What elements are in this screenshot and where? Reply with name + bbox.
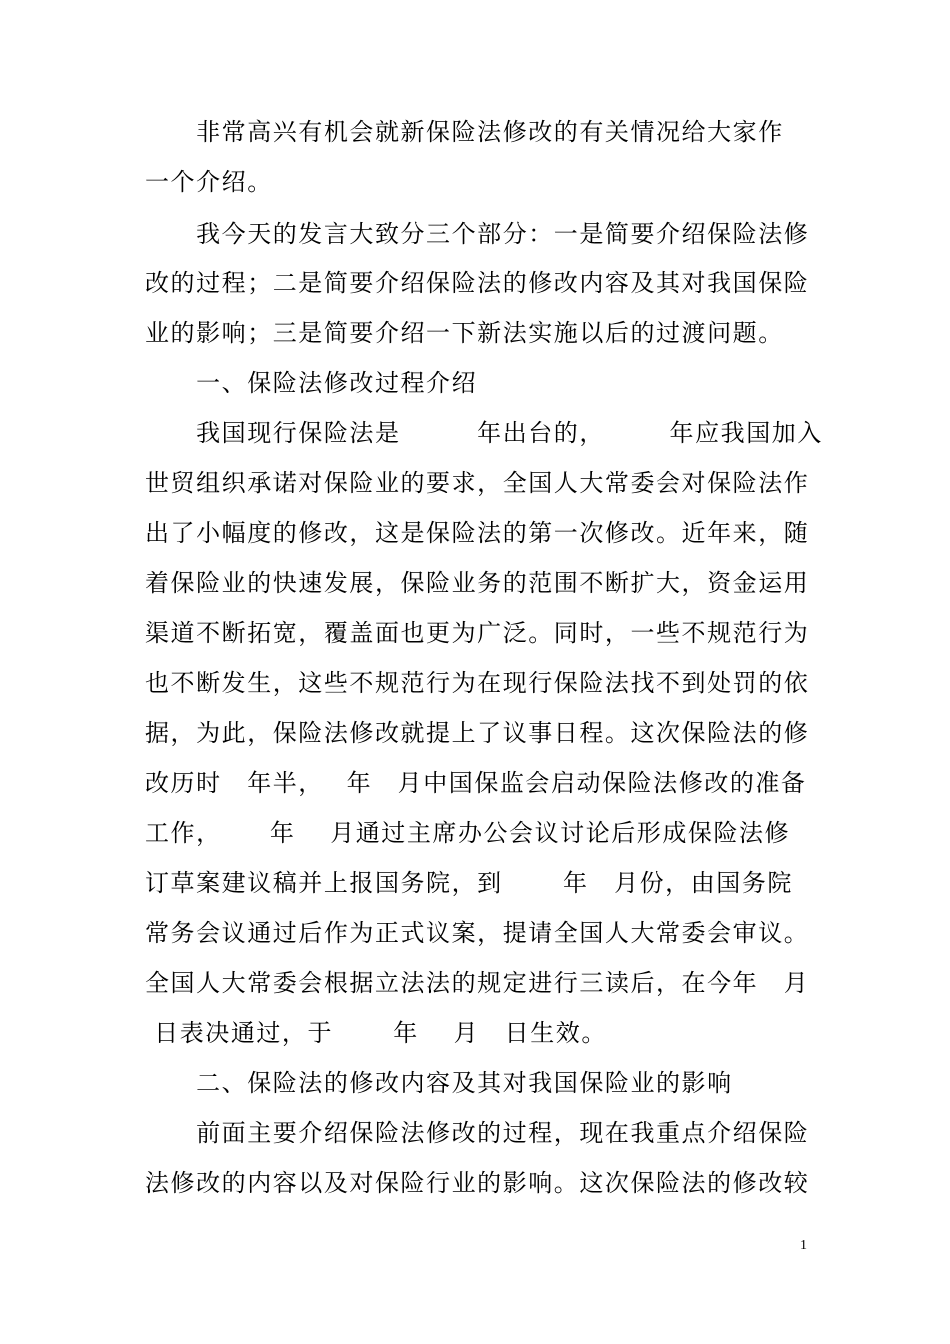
text-line: 我今天的发言大致分三个部分：一是简要介绍保险法修	[145, 220, 810, 248]
text-line: 常务会议通过后作为正式议案，提请全国人大常委会审议。	[145, 919, 810, 947]
text-line: 着保险业的快速发展，保险业务的范围不断扩大，资金运用	[145, 569, 810, 597]
text-line: 全国人大常委会根据立法法的规定进行三读后，在今年 月	[145, 969, 810, 997]
text-line: 也不断发生，这些不规范行为在现行保险法找不到处罚的依	[145, 669, 810, 697]
text-line: 据，为此，保险法修改就提上了议事日程。这次保险法的修	[145, 719, 810, 747]
text-line: 业的影响；三是简要介绍一下新法实施以后的过渡问题。	[145, 319, 784, 347]
text-line: 世贸组织承诺对保险业的要求，全国人大常委会对保险法作	[145, 469, 810, 497]
text-line: 非常高兴有机会就新保险法修改的有关情况给大家作	[145, 118, 784, 146]
text-line: 一个介绍。	[145, 168, 273, 196]
text-line: 法修改的内容以及对保险行业的影响。这次保险法的修改较	[145, 1169, 810, 1197]
text-line: 前面主要介绍保险法修改的过程，现在我重点介绍保险	[145, 1119, 810, 1147]
text-line: 订草案建议稿并上报国务院，到 年 月份，由国务院	[145, 869, 793, 897]
page-number: 1	[800, 1238, 807, 1253]
text-line: 工作， 年 月通过主席办公会议讨论后形成保险法修	[145, 819, 791, 847]
text-line: 改历时 年半， 年 月中国保监会启动保险法修改的准备	[145, 769, 807, 797]
section-heading: 二、保险法的修改内容及其对我国保险业的影响	[145, 1069, 733, 1097]
section-heading: 一、保险法修改过程介绍	[145, 369, 478, 397]
text-line: 出了小幅度的修改，这是保险法的第一次修改。近年来，随	[145, 519, 810, 547]
text-line: 我国现行保险法是 年出台的， 年应我国加入	[145, 419, 823, 447]
text-line: 日表决通过，于 年 月 日生效。	[145, 1019, 607, 1047]
text-line: 改的过程；二是简要介绍保险法的修改内容及其对我国保险	[145, 269, 810, 297]
text-line: 渠道不断拓宽，覆盖面也更为广泛。同时，一些不规范行为	[145, 619, 810, 647]
